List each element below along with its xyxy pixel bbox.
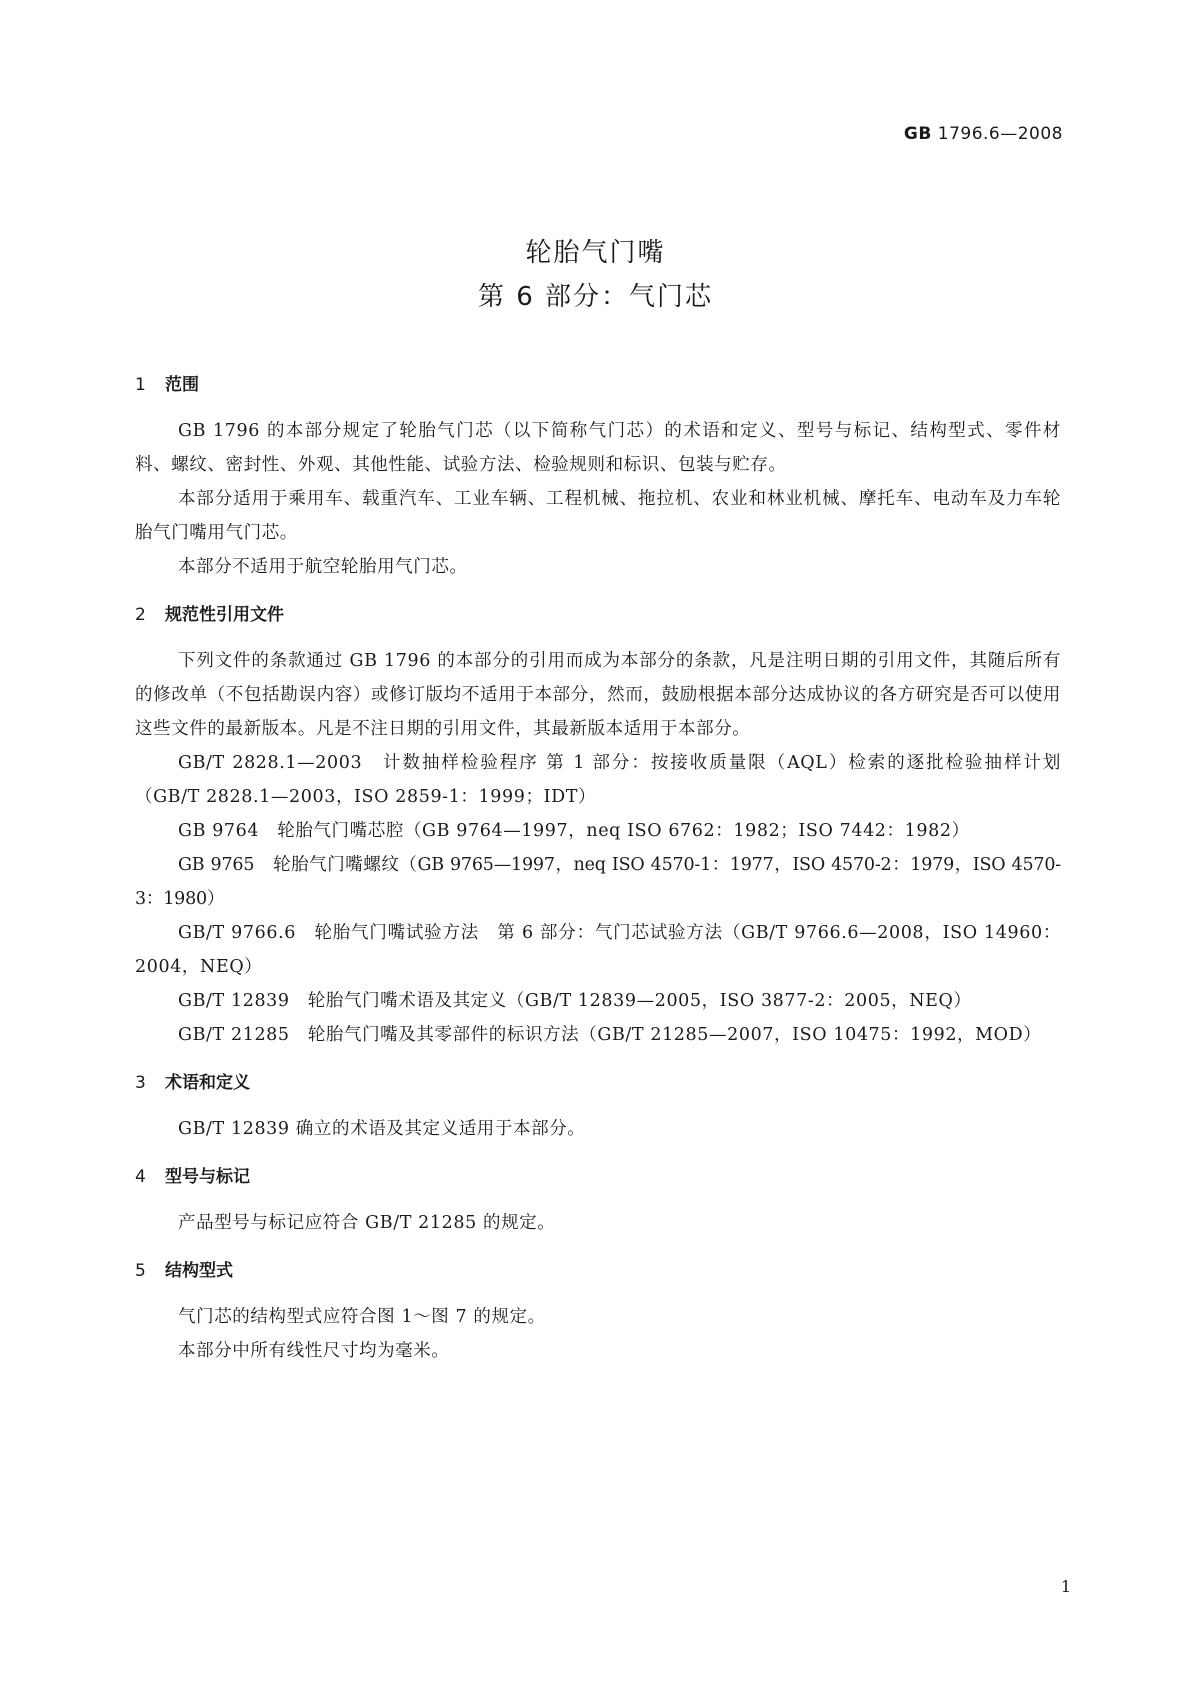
section-heading-structure-type bbox=[135, 1256, 1061, 1290]
reference-entry bbox=[135, 916, 1061, 984]
paragraph: 产品型号与标记应符合 GB/T 21285 的规定。 bbox=[178, 1213, 556, 1233]
section-title: 型号与标记 bbox=[165, 1167, 250, 1187]
paragraph: 本部分适用于乘用车、载重汽车、工业车辆、工程机械、拖拉机、农业和林业机械、摩托车、电动车及力车轮胎气门嘴用气门芯。 bbox=[135, 489, 1061, 543]
reference-code: GB/T 21285 bbox=[178, 1025, 290, 1045]
section-title: 规范性引用文件 bbox=[165, 605, 284, 625]
standard-code bbox=[904, 124, 1063, 144]
page-number: 1 bbox=[1060, 1577, 1071, 1596]
standard-code-number: 1796.6—2008 bbox=[937, 124, 1063, 144]
reference-text: 计数抽样检验程序 第 1 部分：按接收质量限（AQL）检索的逐批检验抽样计划（GB/T 2828.1—2003，ISO 2859-1：1999；IDT） bbox=[135, 753, 1061, 807]
reference-entry bbox=[135, 746, 1061, 814]
section-title: 结构型式 bbox=[165, 1261, 233, 1281]
document-body bbox=[135, 370, 1061, 1368]
section-heading-normative-references bbox=[135, 600, 1061, 634]
paragraph: 下列文件的条款通过 GB 1796 的本部分的引用而成为本部分的条款，凡是注明日期的引用文件，其随后所有的修改单（不包括勘误内容）或修订版均不适用于本部分，然而，鼓励根据本部分达成协议的各方研究是否可以使用这些文件的最新版本。凡是不注日期的引用文件，其最新版本适用于本部分。 bbox=[135, 651, 1061, 739]
paragraph: 本部分不适用于航空轮胎用气门芯。 bbox=[178, 557, 468, 577]
reference-code: GB 9764 bbox=[178, 821, 260, 841]
document-subtitle: 第 6 部分：气门芯 bbox=[477, 282, 714, 312]
paragraph: GB/T 12839 确立的术语及其定义适用于本部分。 bbox=[178, 1119, 586, 1139]
reference-entry bbox=[135, 1018, 1061, 1052]
section-heading-scope bbox=[135, 370, 1061, 404]
reference-code: GB/T 2828.1—2003 bbox=[178, 753, 363, 773]
reference-entry bbox=[135, 848, 1061, 916]
reference-text: 轮胎气门嘴螺纹（GB 9765—1997，neq ISO 4570-1：1977，ISO 4570-2：1979，ISO 4570-3：1980） bbox=[135, 855, 1061, 909]
paragraph: GB 1796 的本部分规定了轮胎气门芯（以下简称气门芯）的术语和定义、型号与标记、结构型式、零件材料、螺纹、密封性、外观、其他性能、试验方法、检验规则和标识、包装与贮存。 bbox=[135, 421, 1061, 475]
reference-text: 轮胎气门嘴术语及其定义（GB/T 12839—2005，ISO 3877-2：2005，NEQ） bbox=[307, 991, 972, 1011]
section-number: 3 bbox=[135, 1073, 146, 1093]
section-number: 2 bbox=[135, 605, 146, 625]
section-number: 4 bbox=[135, 1167, 146, 1187]
section-title: 术语和定义 bbox=[165, 1073, 250, 1093]
section-heading-terms-and-definitions bbox=[135, 1068, 1061, 1102]
document-title: 轮胎气门嘴 bbox=[525, 238, 666, 268]
reference-entry bbox=[135, 814, 1061, 848]
reference-text: 轮胎气门嘴及其零部件的标识方法（GB/T 21285—2007，ISO 10475：1992，MOD） bbox=[307, 1025, 1042, 1045]
section-number: 1 bbox=[135, 375, 146, 395]
section-title: 范围 bbox=[165, 375, 199, 395]
reference-code: GB 9765 bbox=[178, 855, 255, 875]
reference-text: 轮胎气门嘴试验方法 第 6 部分：气门芯试验方法（GB/T 9766.6—2008，ISO 14960：2004，NEQ） bbox=[135, 923, 1061, 977]
paragraph: 本部分中所有线性尺寸均为毫米。 bbox=[178, 1341, 450, 1361]
section-number: 5 bbox=[135, 1261, 146, 1281]
reference-code: GB/T 12839 bbox=[178, 991, 290, 1011]
paragraph: 气门芯的结构型式应符合图 1～图 7 的规定。 bbox=[178, 1307, 546, 1327]
reference-code: GB/T 9766.6 bbox=[178, 923, 296, 943]
section-heading-model-and-marking bbox=[135, 1162, 1061, 1196]
standard-code-prefix: GB bbox=[903, 124, 932, 144]
reference-entry bbox=[135, 984, 1061, 1018]
reference-text: 轮胎气门嘴芯腔（GB 9764—1997，neq ISO 6762：1982；ISO 7442：1982） bbox=[277, 821, 970, 841]
